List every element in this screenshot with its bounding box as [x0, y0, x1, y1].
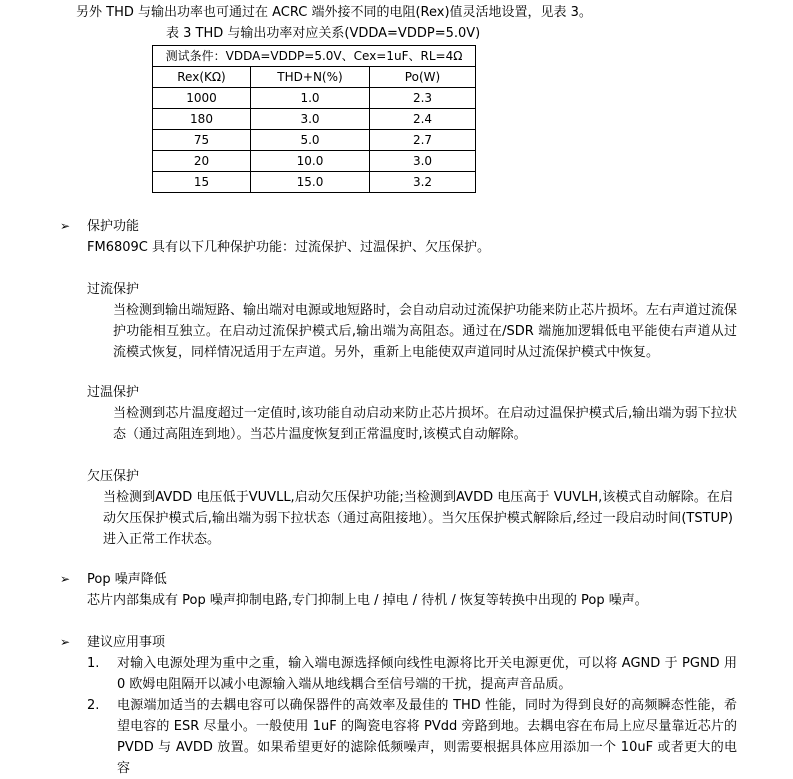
- undervoltage-title: 欠压保护: [87, 469, 140, 484]
- col-header-rex: Rex(KΩ): [153, 67, 251, 88]
- overtemp-text: 当检测到芯片温度超过一定值时,该功能自动启动来防止芯片损坏。在启动过温保护模式后,输出端为弱下拉状态（通过高阻连到地）。当芯片温度恢复到正常温度时,该模式自动解除。: [113, 406, 737, 442]
- table-cell: 180: [153, 109, 251, 130]
- table-row: [153, 151, 476, 172]
- table-cell: 3.0: [370, 151, 476, 172]
- protection-summary: FM6809C 具有以下几种保护功能：过流保护、过温保护、欠压保护。: [87, 240, 490, 255]
- advice-list-item: [87, 653, 737, 695]
- overtemp-title: 过温保护: [87, 385, 140, 400]
- table-row: [153, 130, 476, 151]
- list-item-number: 2.: [87, 698, 100, 713]
- table-caption: 表 3 THD 与输出功率对应关系(VDDA=VDDP=5.0V): [166, 26, 481, 41]
- table-row: [153, 172, 476, 193]
- advice-heading: 建议应用事项: [87, 635, 166, 650]
- table-cell: 3.2: [370, 172, 476, 193]
- table-cell: 1.0: [251, 88, 370, 109]
- bullet-arrow-icon: ➢: [60, 219, 71, 233]
- table-cell: 2.7: [370, 130, 476, 151]
- table-cell: 15.0: [251, 172, 370, 193]
- table-cell: 15: [153, 172, 251, 193]
- table-cell: 20: [153, 151, 251, 172]
- intro-line: 另外 THD 与输出功率也可通过在 ACRC 端外接不同的电阻(Rex)值灵活地设置，见表 3。: [76, 5, 592, 20]
- col-header-po: Po(W): [370, 67, 476, 88]
- overcurrent-text: 当检测到输出端短路、输出端对电源或地短路时，会自动启动过流保护功能来防止芯片损坏。左右声道过流保护功能相互独立。在启动过流保护模式后,输出端为高阻态。通过在/SDR 端施加逻辑低电平能使右声道从过流模式恢复，同样情况适用于左声道。另外，重新上电能使双声道同时从过流保护模式中恢复。: [113, 303, 738, 360]
- list-item-text: 对输入电源处理为重中之重，输入端电源选择倾向线性电源将比开关电源更优，可以将 AGND 于 PGND 用 0 欧姆电阻隔开以减小电源输入端从地线耦合至信号端的干扰，提高声音品质。: [117, 656, 737, 692]
- undervoltage-text: 当检测到AVDD 电压低于VUVLL,启动欠压保护功能;当检测到AVDD 电压高于 VUVLH,该模式自动解除。在启动欠压保护模式后,输出端为弱下拉状态（通过高阻接地）。当欠压保护模式解除后,经过一段启动时间(TSTUP)进入正常工作状态。: [103, 490, 733, 547]
- advice-list-item: [87, 695, 737, 779]
- table-row: [153, 88, 476, 109]
- col-header-thd: THD+N(%): [251, 67, 370, 88]
- table-cell: 10.0: [251, 151, 370, 172]
- table-cell: 75: [153, 130, 251, 151]
- table-header-row: [153, 67, 476, 88]
- table-cell: 2.4: [370, 109, 476, 130]
- list-item-number: 1.: [87, 656, 100, 671]
- table-condition: 测试条件：VDDA=VDDP=5.0V、Cex=1uF、RL=4Ω: [153, 46, 476, 67]
- overcurrent-title: 过流保护: [87, 282, 140, 297]
- table-cell: 5.0: [251, 130, 370, 151]
- table-cell: 3.0: [251, 109, 370, 130]
- pop-heading: Pop 噪声降低: [87, 572, 167, 587]
- table-cell: 1000: [153, 88, 251, 109]
- pop-text: 芯片内部集成有 Pop 噪声抑制电路,专门抑制上电 / 掉电 / 待机 / 恢复等转换中出现的 Pop 噪声。: [87, 593, 648, 608]
- table-row: [153, 109, 476, 130]
- table-cell: 2.3: [370, 88, 476, 109]
- list-item-text: 电源端加适当的去耦电容可以确保器件的高效率及最佳的 THD 性能，同时为得到良好的高频瞬态性能，希望电容的 ESR 尽量小。一般使用 1uF 的陶瓷电容将 PVdd 旁路到地。去耦电容在布局上应尽量靠近芯片的 PVDD 与 AVDD 放置。如果希望更好的滤除低频噪声，则需要根据具体应用添加一个 10uF 或者更大的电容: [117, 698, 737, 776]
- bullet-arrow-icon: ➢: [60, 572, 71, 586]
- table-condition-row: [153, 46, 476, 67]
- bullet-arrow-icon: ➢: [60, 635, 71, 649]
- thd-table: [152, 45, 476, 193]
- protection-heading: 保护功能: [87, 219, 140, 234]
